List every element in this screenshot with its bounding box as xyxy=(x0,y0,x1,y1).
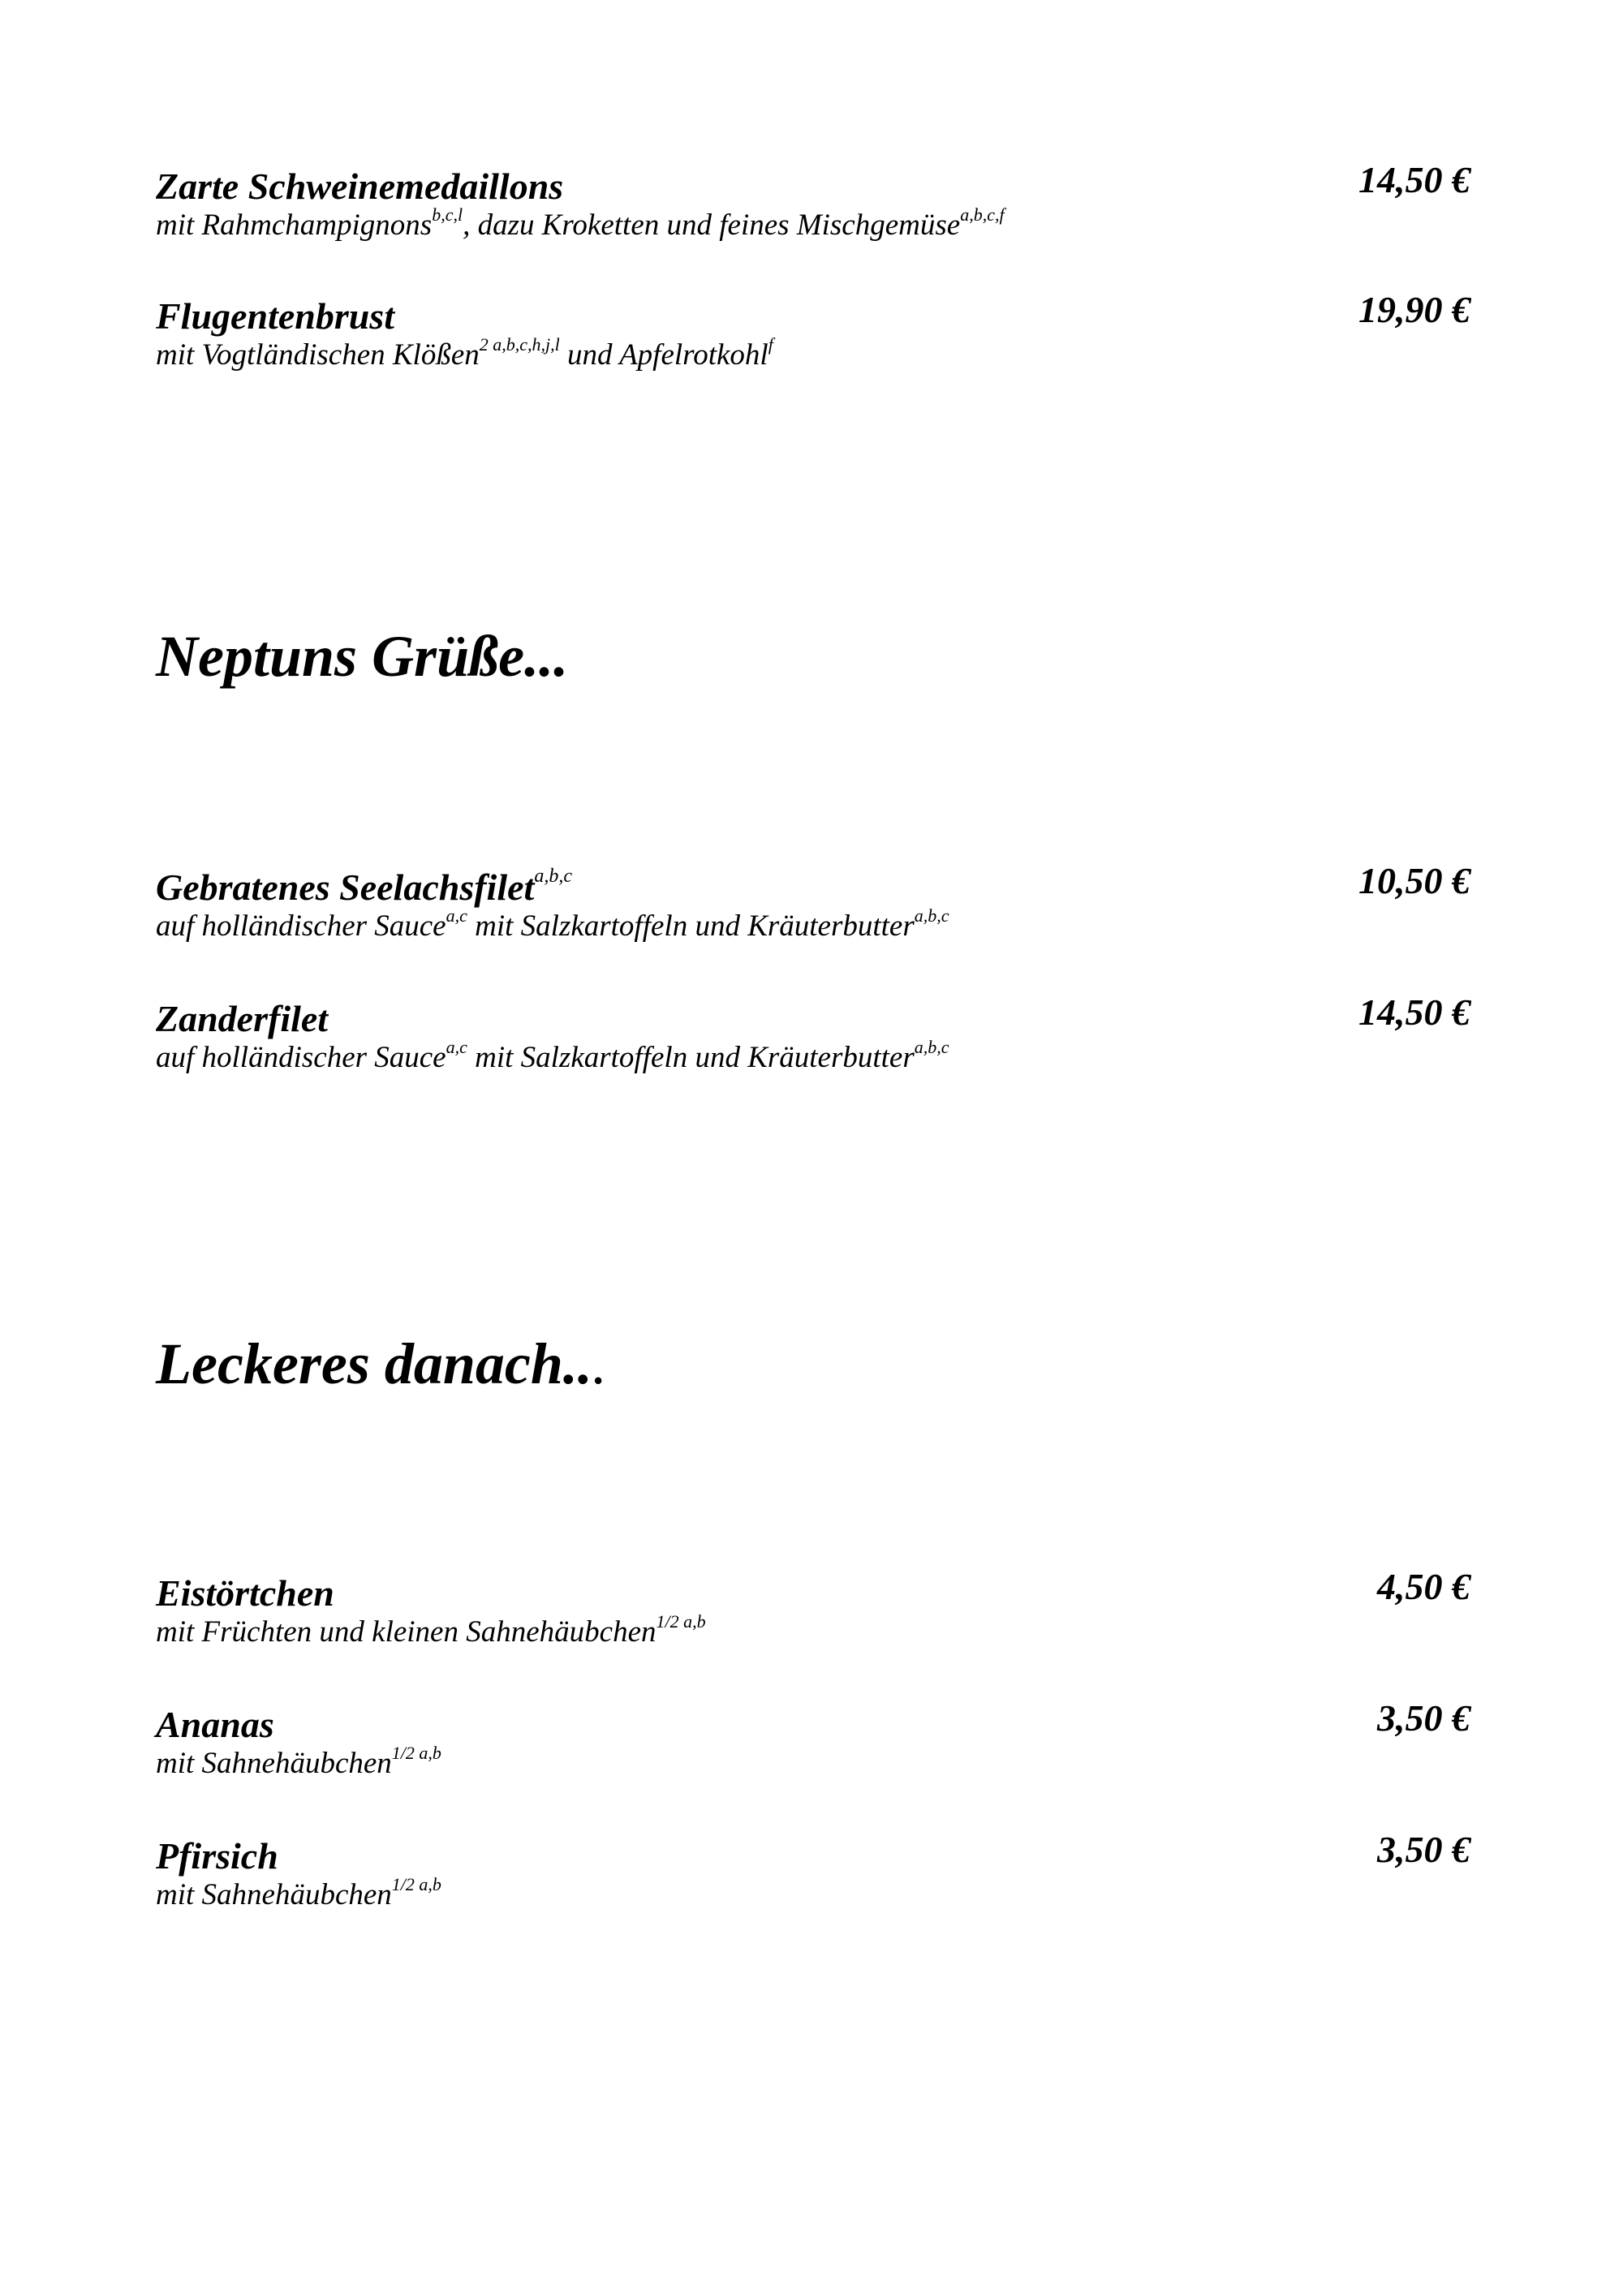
dish-price: 3,50 € xyxy=(1377,1829,1470,1870)
dish-title xyxy=(156,865,572,910)
dish-description xyxy=(156,907,949,946)
allergen-superscript: a,b,c xyxy=(914,905,949,926)
description-text: auf holländischer Sauce xyxy=(156,1041,446,1074)
allergen-superscript: 1/2 a,b xyxy=(391,1743,441,1763)
dish-description xyxy=(156,336,773,375)
dish-title: Zanderfilet xyxy=(156,998,329,1039)
allergen-superscript: a,c xyxy=(446,905,467,926)
description-text: mit Früchten und kleinen Sahnehäubchen xyxy=(156,1615,657,1649)
description-text: auf holländischer Sauce xyxy=(156,909,446,943)
allergen-superscript: a,b,c xyxy=(914,1037,949,1057)
dish-price: 19,90 € xyxy=(1358,289,1470,330)
section-heading-fish: Neptuns Grüße... xyxy=(156,624,569,689)
description-text: mit Rahmchampignons xyxy=(156,209,433,242)
description-text: und Apfelrotkohl xyxy=(559,338,768,372)
dish-title: Flugentenbrust xyxy=(156,295,394,337)
description-text: , dazu Kroketten und feines Mischgemüse xyxy=(463,209,961,242)
dish-title-text: Gebratenes Seelachsfilet xyxy=(156,866,535,908)
description-text: mit Salzkartoffeln und Kräuterbutter xyxy=(467,909,915,943)
description-text: mit Sahnehäubchen xyxy=(156,1747,392,1780)
description-text: mit Salzkartoffeln und Kräuterbutter xyxy=(467,1041,915,1074)
allergen-superscript: a,b,c,f xyxy=(960,204,1005,225)
dish-description xyxy=(156,1613,706,1652)
description-text: mit Vogtländischen Klößen xyxy=(156,338,480,372)
allergen-superscript: f xyxy=(768,334,773,355)
dish-price: 4,50 € xyxy=(1377,1566,1470,1607)
allergen-superscript: a,b,c xyxy=(534,866,572,887)
dish-title: Ananas xyxy=(156,1704,274,1745)
dish-price: 3,50 € xyxy=(1377,1697,1470,1739)
allergen-superscript: 1/2 a,b xyxy=(656,1611,706,1632)
dish-description xyxy=(156,1038,949,1077)
dish-price: 14,50 € xyxy=(1358,991,1470,1033)
dish-description xyxy=(156,206,1005,245)
dish-price: 10,50 € xyxy=(1358,860,1470,901)
dish-title: Zarte Schweinemedaillons xyxy=(156,166,564,207)
allergen-superscript: 1/2 a,b xyxy=(391,1874,441,1894)
dish-description xyxy=(156,1876,441,1915)
dish-price: 14,50 € xyxy=(1358,159,1470,200)
dish-title: Eistörtchen xyxy=(156,1572,334,1614)
description-text: mit Sahnehäubchen xyxy=(156,1878,392,1911)
allergen-superscript: b,c,l xyxy=(432,204,463,225)
allergen-superscript: a,c xyxy=(446,1037,467,1057)
dish-description xyxy=(156,1744,441,1783)
dish-title: Pfirsich xyxy=(156,1835,278,1877)
allergen-superscript: 2 a,b,c,h,j,l xyxy=(479,334,560,355)
section-heading-text: Leckeres danach.. xyxy=(156,1331,592,1396)
section-heading-tail: . xyxy=(592,1331,607,1396)
section-heading-dessert xyxy=(156,1329,607,1399)
